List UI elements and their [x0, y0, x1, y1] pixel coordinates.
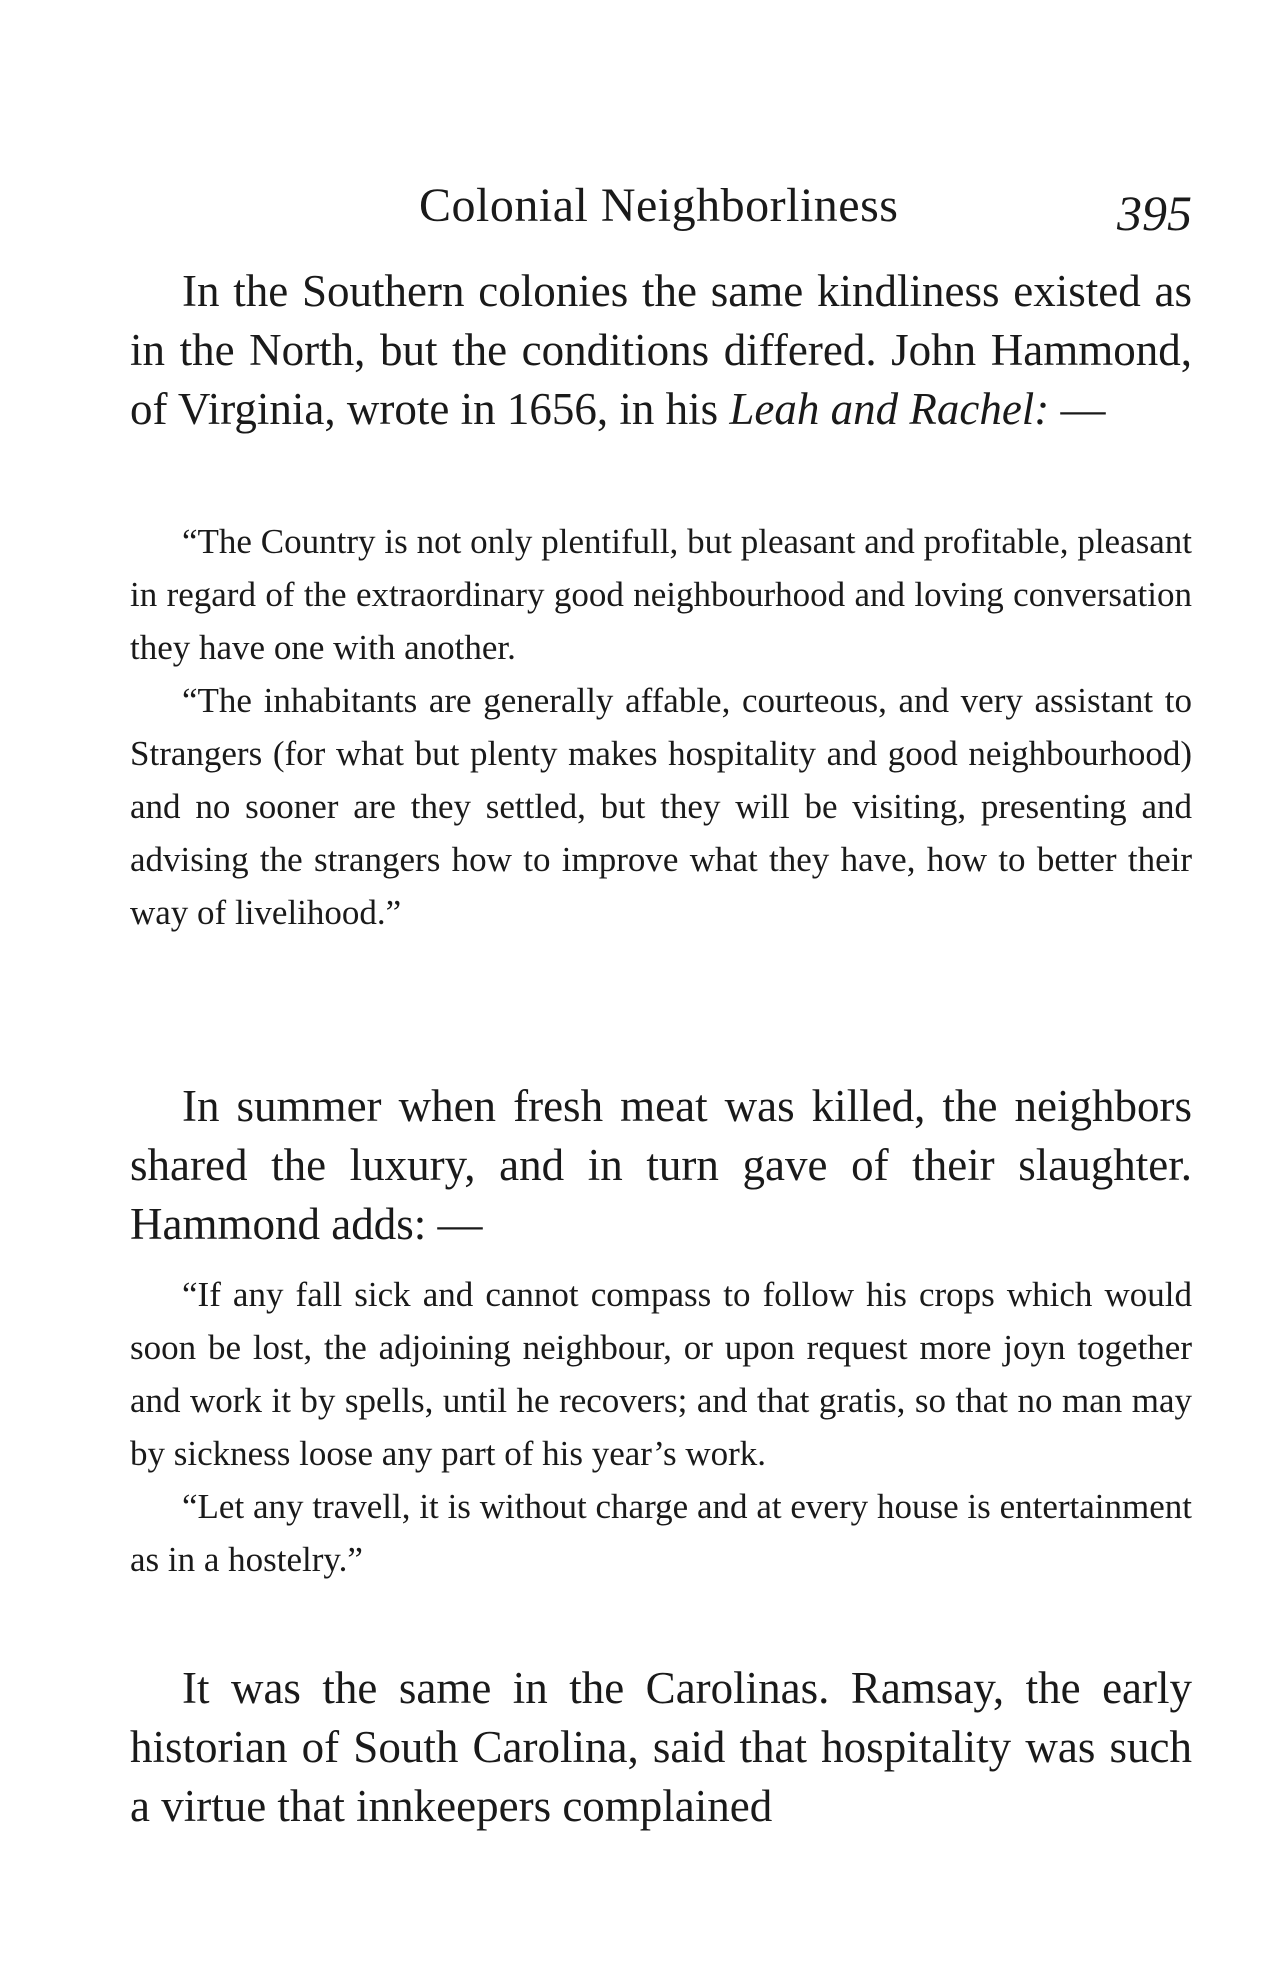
quote-paragraph: “If any fall sick and cannot compass to follow his crops which would soon be lost, the adjoining neighbour, or upon request more joyn together and work it by spells, until he recovers; and that gratis, so that no man may by sickness loose any part of his year’s work.	[130, 1275, 1192, 1473]
paragraph-summer-meat	[130, 1077, 1192, 1254]
book-title-leah-and-rachel: Leah and Rachel:	[729, 384, 1050, 434]
running-title: Colonial Neighborliness	[419, 179, 899, 232]
quote-block-hammond-1	[130, 515, 1192, 939]
paragraph-carolinas	[130, 1659, 1192, 1836]
quote-block-hammond-2	[130, 1268, 1192, 1586]
page-number: 395	[1117, 185, 1192, 241]
paragraph: It was the same in the Carolinas. Ramsay, the early historian of South Carolina, said that hospitality was such a virtue that innkeepers complained	[130, 1663, 1192, 1831]
quote-paragraph: “The inhabitants are generally affable, courteous, and very assistant to Strangers (for what but plenty makes hospitality and good neighbourhood) and no sooner are they settled, but they will be visiting, presenting and advising the strangers how to improve what they have, how to better their way of livelihood.”	[130, 681, 1192, 932]
paragraph	[130, 262, 1192, 439]
paragraph-southern-colonies	[130, 262, 1192, 439]
paragraph-dash: —	[1049, 384, 1106, 434]
quote-paragraph: “The Country is not only plentifull, but pleasant and profitable, pleasant in regard of the extraordinary good neighbourhood and loving conversation they have one with another.	[130, 522, 1192, 667]
paragraph-text: In the Southern colonies the same kindliness existed as in the North, but the conditions differed. John Hammond, of Virginia, wrote in 1656, in his	[130, 266, 1192, 434]
paragraph: In summer when fresh meat was killed, the neighbors shared the luxury, and in turn gave of their slaughter. Hammond adds: —	[130, 1081, 1192, 1249]
running-head	[130, 178, 1192, 241]
quote-paragraph: “Let any travell, it is without charge and at every house is entertainment as in a hostelry.”	[130, 1487, 1192, 1579]
